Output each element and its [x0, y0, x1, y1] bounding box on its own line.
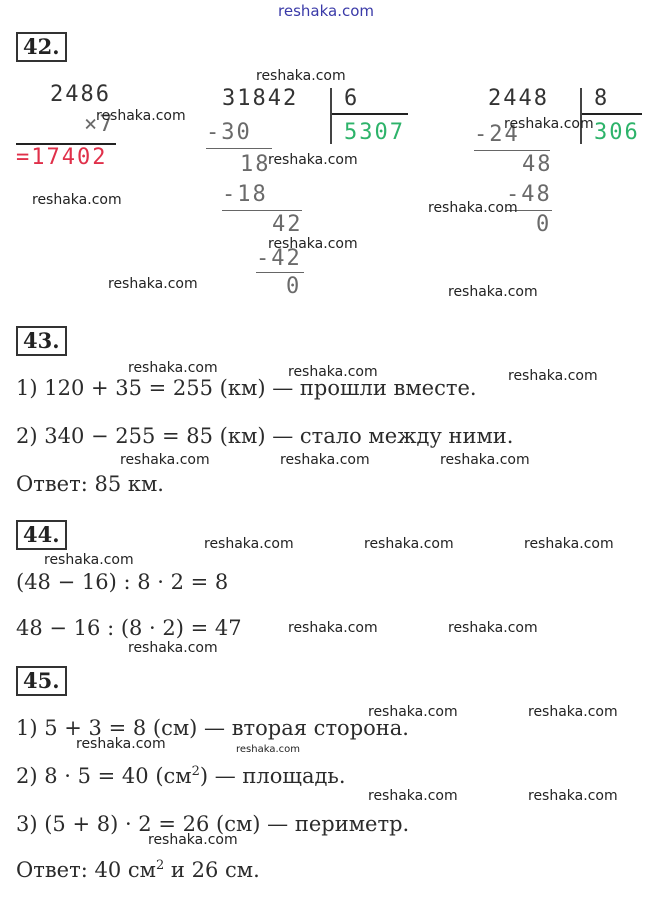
watermark[interactable]: reshaka.com: [32, 192, 122, 208]
div1-step-3: -18: [222, 182, 268, 207]
div2-divisor: 8: [594, 86, 610, 111]
div2-bracket-line: [582, 113, 642, 115]
div1-divisor: 6: [344, 86, 360, 111]
watermark[interactable]: reshaka.com: [204, 536, 294, 552]
div2-step-2: 48: [522, 152, 553, 177]
task-43-line-1: 1) 120 + 35 = 255 (км) — прошли вместе.: [16, 376, 477, 400]
task-45-line-2-sup: 2: [191, 764, 200, 779]
watermark[interactable]: reshaka.com: [440, 452, 530, 468]
div1-step-line-3: [256, 272, 304, 273]
watermark[interactable]: reshaka.com: [448, 284, 538, 300]
div2-dividend: 2448: [488, 86, 549, 111]
site-header[interactable]: reshaka.com: [278, 2, 374, 20]
div1-quotient: 5307: [344, 120, 405, 145]
task-45-number: 45.: [16, 666, 67, 696]
div2-step-line-1: [474, 150, 550, 151]
mult-result: =17402: [16, 145, 108, 170]
mult-operand-a: 2486: [50, 82, 111, 107]
div2-step-4: 0: [536, 212, 552, 237]
div1-dividend: 31842: [222, 86, 299, 111]
watermark[interactable]: reshaka.com: [96, 108, 186, 124]
div2-step-1: -24: [474, 122, 520, 147]
watermark[interactable]: reshaka.com: [504, 116, 594, 132]
mult-operand-b: ×7: [84, 112, 115, 137]
watermark[interactable]: reshaka.com: [268, 236, 358, 252]
task-43-line-2: 2) 340 − 255 = 85 (км) — стало между ними.: [16, 424, 514, 448]
watermark[interactable]: reshaka.com: [428, 200, 518, 216]
div2-step-3: -48: [506, 182, 552, 207]
task-43-answer: Ответ: 85 км.: [16, 472, 164, 496]
task-44-line-2: 48 − 16 : (8 · 2) = 47: [16, 616, 242, 640]
div1-step-6: 0: [286, 274, 302, 299]
watermark[interactable]: reshaka.com: [508, 368, 598, 384]
watermark[interactable]: reshaka.com: [128, 360, 218, 376]
div1-step-line-2: [222, 210, 302, 211]
task-45-line-1: 1) 5 + 3 = 8 (см) — вторая сторона.: [16, 716, 409, 740]
task-45-line-3: 3) (5 + 8) · 2 = 26 (см) — периметр.: [16, 812, 410, 836]
div1-step-1: -30: [206, 120, 252, 145]
watermark[interactable]: reshaka.com: [44, 552, 134, 568]
watermark[interactable]: reshaka.com: [288, 620, 378, 636]
task-45-line-2: [16, 764, 346, 788]
task-45-answer-post: и 26 см.: [164, 858, 260, 882]
watermark[interactable]: reshaka.com: [236, 744, 300, 755]
watermark[interactable]: reshaka.com: [528, 788, 618, 804]
task-45-answer-pre: Ответ: 40 см: [16, 858, 156, 882]
watermark[interactable]: reshaka.com: [120, 452, 210, 468]
div1-step-5: -42: [256, 246, 302, 271]
div1-vertical-bar: [330, 88, 332, 144]
watermark[interactable]: reshaka.com: [364, 536, 454, 552]
watermark[interactable]: reshaka.com: [128, 640, 218, 656]
task-45-answer: [16, 858, 260, 882]
task-44-number: 44.: [16, 520, 67, 550]
task-45-answer-sup: 2: [155, 858, 165, 873]
div2-quotient: 306: [594, 120, 640, 145]
watermark[interactable]: reshaka.com: [368, 704, 458, 720]
watermark[interactable]: reshaka.com: [524, 536, 614, 552]
watermark[interactable]: reshaka.com: [280, 452, 370, 468]
watermark[interactable]: reshaka.com: [256, 68, 346, 84]
div1-step-line-1: [206, 148, 272, 149]
watermark[interactable]: reshaka.com: [108, 276, 198, 292]
div1-step-4: 42: [272, 212, 303, 237]
task-45-line-2-post: ) — площадь.: [199, 764, 346, 788]
task-45-line-2-pre: 2) 8 · 5 = 40 (см: [16, 764, 192, 788]
watermark[interactable]: reshaka.com: [368, 788, 458, 804]
watermark[interactable]: reshaka.com: [148, 832, 238, 848]
watermark[interactable]: reshaka.com: [528, 704, 618, 720]
task-42-number: 42.: [16, 32, 67, 62]
watermark[interactable]: reshaka.com: [288, 364, 378, 380]
watermark[interactable]: reshaka.com: [268, 152, 358, 168]
task-44-line-1: (48 − 16) : 8 · 2 = 8: [16, 570, 229, 594]
div1-step-2: 18: [240, 152, 271, 177]
watermark[interactable]: reshaka.com: [448, 620, 538, 636]
task-43-number: 43.: [16, 326, 67, 356]
div1-bracket-line: [332, 113, 408, 115]
watermark[interactable]: reshaka.com: [76, 736, 166, 752]
